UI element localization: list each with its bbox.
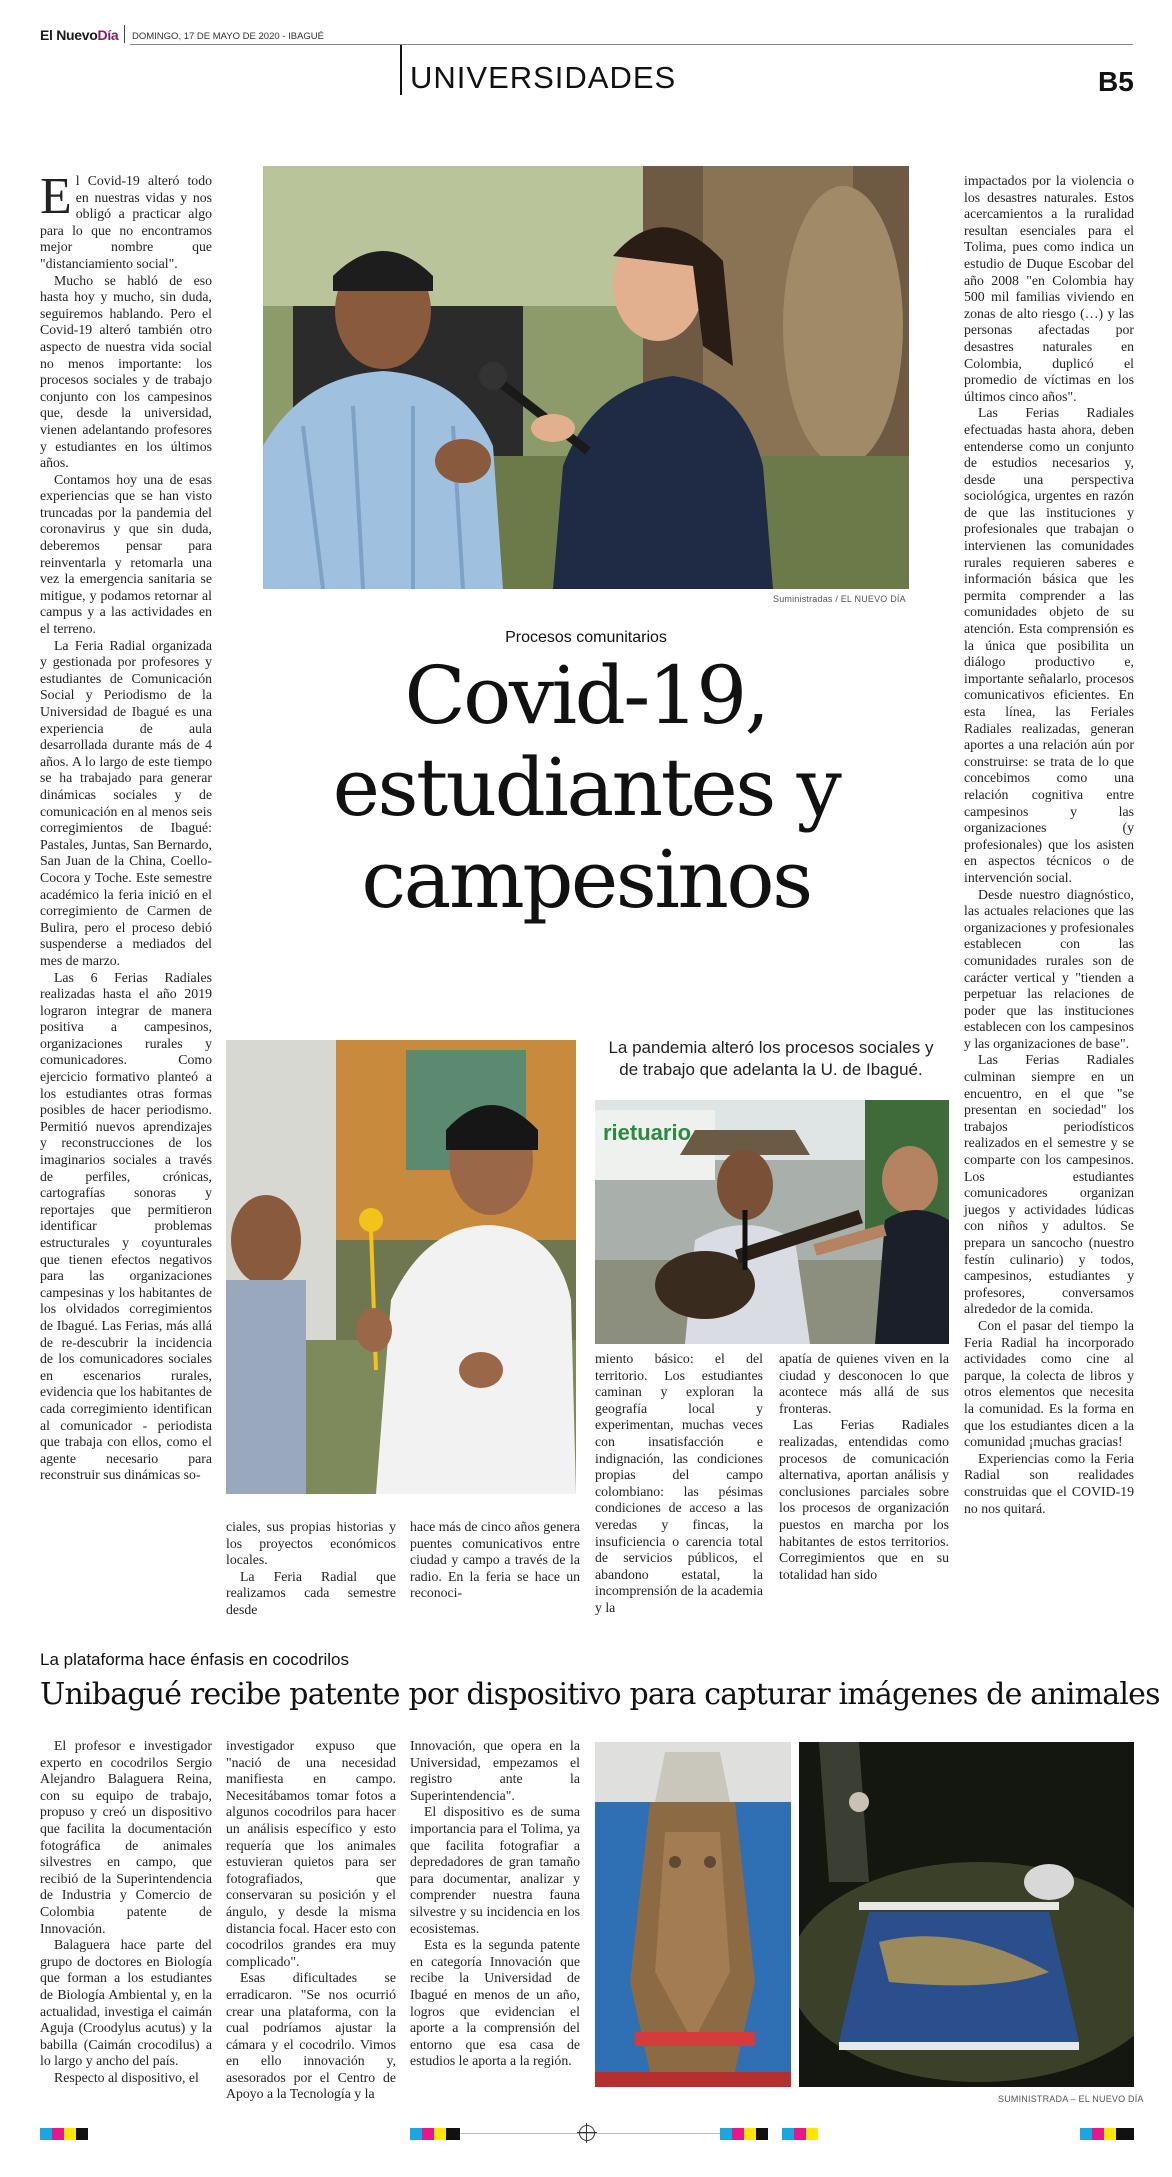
- second-column-2: [226, 1738, 396, 2103]
- main-col6-para-3: Desde nuestro diagnóstico, las actuales relaciones que las organizaciones y profesionales establecen con las comunidades rurales son de carácter vertical y "tienden a perpetuar las relaciones de poder que las instituciones establecen con los campesinos y las organizaciones de base".: [964, 886, 1134, 1051]
- photo-credit-main: Suministradas / EL NUEVO DÍA: [773, 594, 906, 604]
- main-column-5: [779, 1351, 949, 1583]
- main-col1-para-4: La Feria Radial organizada y gestionada por profesores y estudiantes de Comunicación Social y Periodismo de la Universidad de Ibagué es una experiencia de aula desarrollada durante más de 4 años. A lo largo de este tiempo se ha trabajado para generar dinámicas sociales y de comunicación en al menos seis corregimientos de Ibagué: Pastales, Juntas, San Bernardo, San Juan de la China, Coello-Cocora y Toche. Este semestre académico la feria inició en el corregimiento de Carmen de Bulira, pero el proceso debió suspenderse a mediados del mes de marzo.: [40, 637, 212, 968]
- main-col6-para-5: Con el pasar del tiempo la Feria Radial ha incorporado actividades como cine al parque, la colecta de libros y otros elementos que necesita la comunidad. Es la forma en que los estudiantes dicen a la comunidad ¡muchas gracias!: [964, 1317, 1134, 1450]
- second-col3-para-2: El dispositivo es de suma importancia para el Tolima, ya que facilita fotografiar a depredadores de gran tamaño para documentar, analizar y comprender nuestra fauna silvestre y su incidencia en los ecosistemas.: [410, 1804, 580, 1936]
- section-title: UNIVERSIDADES: [410, 60, 677, 95]
- main-col6-para-4: Las Ferias Radiales culminan siempre en un encuentro, en el que "se presentan en sociedad" los trabajos periodísticos realizados en el semestre y se comparte con los campesinos. Los estudiantes comunicadores organizan juegos y actividades lúdicas con niños y adultos. Se prepara un sancocho (nuestro festín culinario) y todos, campesinos, estudiantes y profesores, conversamos alrededor de la comida.: [964, 1052, 1134, 1317]
- headline-line-3: campesinos: [361, 833, 811, 926]
- main-col6-para-6: Experiencias como la Feria Radial son realidades construidas que el COVID-19 no nos quitará.: [964, 1450, 1134, 1516]
- main-col1-para-1: [40, 168, 212, 273]
- main-col1-para-2: Mucho se habló de eso hasta hoy y mucho, sin duda, seguiremos hablando. Pero el Covid-19 alteró también otro aspecto de nuestra vida social no menos importante: los procesos sociales y de trabajo conjunto con los campesinos que, desde la universidad, vienen adelantando profesores y estudiantes en los últimos años.: [40, 272, 212, 471]
- main-col1-para-1-text: l Covid-19 alteró todo en nuestras vidas y nos obligó a practicar algo para lo que no encontramos mejor nombre que "distanciamiento social".: [40, 173, 212, 271]
- main-col5-para-2: Las Ferias Radiales realizadas, entendidas como procesos de comunicación alternativa, aportan análisis y conclusiones parciales sobre los procesos de organización puestos en marcha por los habitantes de estos territorios. Corregimientos que en su totalidad han sido: [779, 1417, 949, 1582]
- second-column-3: [410, 1738, 580, 2070]
- photo-interview: [263, 166, 909, 589]
- header-rule: [130, 44, 1133, 45]
- main-column-6: [964, 173, 1134, 1517]
- main-column-3: [410, 1519, 580, 1602]
- second-col1-para-2: Balaguera hace parte del grupo de doctores en Biología que forman a los estudiantes de Biología Ambiental y, en la actualidad, investiga el caimán Aguja (Croodylus acutus) y la babilla (Caimán crocodilus) a lo largo y ancho del país.: [40, 1937, 212, 2069]
- drop-cap: E: [40, 168, 72, 225]
- photo-crocodile-platform-image: [799, 1742, 1134, 2087]
- second-column-1: [40, 1738, 212, 2086]
- main-col2-para-1: ciales, sus propias historias y los proyectos económicos locales.: [226, 1519, 396, 1568]
- page-number: B5: [1098, 66, 1134, 97]
- section-bar: [400, 45, 402, 95]
- registration-mark-icon: [579, 2125, 595, 2141]
- second-col1-para-3: Respecto al dispositivo, el: [54, 2069, 199, 2085]
- second-kicker: La plataforma hace énfasis en cocodrilos: [40, 1650, 350, 1669]
- photo-guitar-radio-image: [595, 1100, 949, 1344]
- main-column-1: [40, 168, 212, 1484]
- headline-line-1: Covid-19,: [404, 649, 768, 742]
- svg-text:rietuario: rietuario: [603, 1120, 692, 1145]
- photo-woman-flower-image: [226, 1040, 576, 1494]
- headline: [263, 650, 909, 926]
- logo-text: El Nuevo: [40, 27, 98, 43]
- photo-interview-image: [263, 166, 909, 589]
- main-col3-para-1: hace más de cinco años genera puentes comunicativos entre ciudad y campo a través de la radio. En la feria se hace un reconoci-: [410, 1519, 580, 1601]
- main-col1-para-3: Contamos hoy una de esas experiencias que se han visto truncadas por la pandemia del coronavirus y que sin duda, deberemos pensar para reinventarla y retomarla una vez la emergencia sanitaria se mitigue, y podamos retornar al campus y a las actividades en el terreno.: [40, 471, 212, 637]
- second-headline: Unibagué recibe patente por dispositivo para capturar imágenes de animales: [40, 1677, 1160, 1712]
- second-col2-para-1: investigador expuso que "nació de una necesidad manifiesta en campo. Necesitábamos tomar fotos a algunos cocodrilos para hacer un análisis específico y esto requería que los animales estuvieran quietos para ser fotografiados, que conservaran su posición y el ángulo, y desde la misma distancia focal. Hacer esto con cocodrilos grandes era muy complicado".: [226, 1738, 396, 1969]
- photo-woman-flower: [226, 1040, 576, 1494]
- main-col4-para-1: miento básico: el del territorio. Los estudiantes caminan y exploran la geografía local y experimentan, muchas veces con insatisfacción e indignación, las condiciones propias del campo colombiano: las pésimas condiciones de acceso a las veredas y fincas, la insuficiencia o carencia total de servicios públicos, el abandono estatal, la incomprensión de la academia y la: [595, 1351, 763, 1615]
- photo-crocodile-platform: [799, 1742, 1134, 2087]
- main-col6-para-2: Las Ferias Radiales efectuadas hasta ahora, deben entenderse como un conjunto de estudios necesarios y, desde una perspectiva sociológica, urgentes en razón de que las instituciones y profesionales que trabajan o intervienen las comunidades rurales requieren saberes e información básica que les permita comprender a las comunidades objeto de su atención. Esta comprensión es la única que posibilita un diálogo productivo e, importante señalarlo, procesos comunicativos eficientes. En esta línea, las Feriales Radiales realizadas, generan aportes a una relación aún por construirse: se trata de lo que concebimos como una relación cognitiva entre campesinos y las organizaciones (y profesionales) que los asisten en aspectos técnicos o de intervención social.: [964, 405, 1134, 885]
- photo-credit-second: SUMINISTRADA – EL NUEVO DÍA: [998, 2094, 1144, 2104]
- registration-bar-right: [720, 2128, 1134, 2140]
- main-col5-para-1: apatía de quienes viven en la ciudad y desconocen lo que acontece más allá de sus fronteras.: [779, 1351, 949, 1416]
- headline-line-2: estudiantes y: [332, 741, 840, 834]
- logo-accent: Día: [97, 27, 119, 43]
- second-col2-para-2: Esas dificultades se erradicaron. "Se nos ocurrió crear una plataforma, con la cual podríamos ajustar la cámara y el cocodrilo. Vimos en ello innovación y, asesorados por el Centro de Apoyo a la Tecnología y la: [226, 1970, 396, 2102]
- main-col1-para-5: Las 6 Ferias Radiales realizadas hasta el año 2019 lograron integrar de manera positiva a campesinos, organizaciones rurales y comunicadores. Como ejercicio formativo planteó a los estudiantes otras formas posibles de hacer periodismo. Permitió nuevos aprendizajes y reconstrucciones de los imaginarios sociales a través de perfiles, crónicas, cartografías sonoras y reportajes que permitieron identificar problemas estructurales y coyunturales que tienen efectos negativos para las organizaciones campesinas y los habitantes de los olvidados corregimientos de Ibagué. Las Ferias, más allá de re-descubrir la incidencia de los comunicadores sociales en escenarios rurales, evidencia que los habitantes de cada corregimiento identifican al comunicador - periodista que trabaja con ellos, como el agente necesario para reconstruir sus dinámicas so-: [40, 969, 212, 1483]
- header-divider: [124, 25, 125, 43]
- photo-crocodile-closeup-image: [595, 1742, 791, 2087]
- second-col3-para-3: Esta es la segunda patente en categoría Innovación que recibe la Universidad de Ibagué en menos de un año, logros que evidencian el aporte a la comprensión del entorno que esa casa de estudios le aporta a la región.: [410, 1937, 580, 2069]
- main-col2-para-2: La Feria Radial que realizamos cada semestre desde: [226, 1568, 396, 1617]
- second-col3-para-1: Innovación, que opera en la Universidad, empezamos el registro ante la Superintendencia".: [410, 1738, 580, 1803]
- main-column-4: [595, 1351, 763, 1617]
- kicker: Procesos comunitarios: [505, 629, 667, 646]
- date-line: DOMINGO, 17 DE MAYO DE 2020 - IBAGUÉ: [132, 31, 324, 42]
- subtitle: La pandemia alteró los procesos sociales y de trabajo que adelanta la U. de Ibagué.: [608, 1038, 934, 1079]
- main-column-2: [226, 1519, 396, 1619]
- second-col1-para-1: El profesor e investigador experto en cocodrilos Sergio Alejandro Balaguera Reina, con su equipo de trabajo, propuso y creó un dispositivo que facilita la documentación fotográfica de animales silvestres en campo, que recibió de la Superintendencia de Industria y Comercio de Colombia patente de Innovación.: [40, 1738, 212, 1936]
- photo-crocodile-closeup: [595, 1742, 791, 2087]
- photo-guitar-radio: [595, 1100, 949, 1344]
- main-col6-para-1: impactados por la violencia o los desastres naturales. Estos acercamientos a la ruralidad resultan esenciales para el Tolima, pues como indica un estudio de Duque Escobar del año 2008 "en Colombia hay 500 mil familias viviendo en zonas de alto riesgo (…) y las personas afectadas por desastres naturales en Colombia, duplicó el promedio de víctimas en los últimos cinco años".: [964, 173, 1134, 404]
- masthead-logo: [40, 27, 118, 43]
- registration-bar-left: [40, 2128, 460, 2140]
